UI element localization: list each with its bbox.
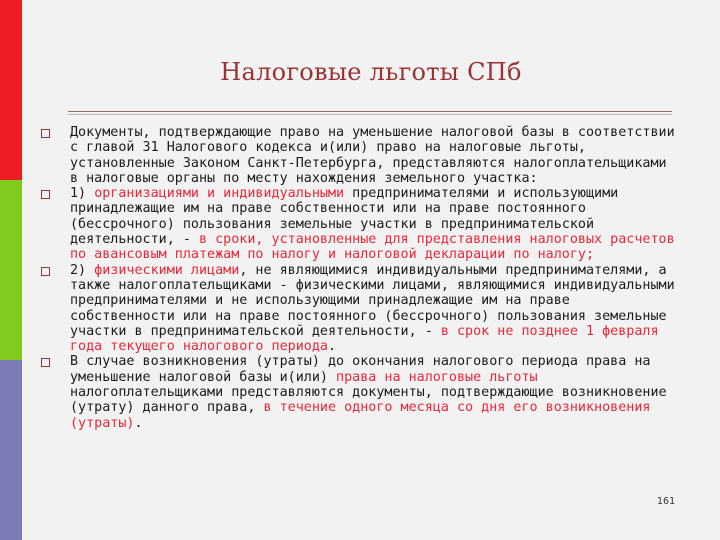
bullet-item-3 — [70, 263, 676, 355]
highlight-text: права на налоговые льготы — [336, 369, 538, 385]
page-number: 161 — [657, 496, 676, 507]
highlight-text: в срок не позднее 1 февраля года текущего налогового периода — [70, 323, 659, 355]
highlight-text: в течение одного месяца со дня его возникновения (утраты) — [70, 400, 651, 431]
square-bullet-icon — [41, 129, 50, 138]
stripe-middle — [0, 180, 22, 360]
highlight-text: физическими лицами — [94, 262, 240, 278]
title-underline — [68, 111, 672, 112]
bullet-text: предпринимателями и использующими принадлежащие им на праве собственности или на праве постоянного (бессрочного) пользования земельные участки в предпринимательской деятельности, - — [70, 186, 619, 248]
square-bullet-icon — [41, 358, 50, 367]
slide-title: Налоговые льготы СПб — [220, 58, 522, 86]
bullet-item-4 — [70, 354, 676, 430]
bullet-text: , не являющимися индивидуальными предпринимателями, а также налогоплательщиками - физическими лицами, являющимися индивидуальными предпринимателями и не использующими принадлежащие им на праве собственности или на праве постоянного (бессрочного) пользования земельные участки в предпринимательской деятельности, - — [70, 262, 675, 339]
bullet-text: В случае возникновения (утраты) до окончания налогового периода права на уменьшение налоговой базы и(или) — [70, 354, 651, 385]
title-underline-shadow — [68, 114, 672, 115]
bullet-text: 2) — [70, 262, 95, 278]
highlight-text: в сроки, установленные для представления налоговых расчетов по авансовым платежам по налогу и налоговой декларации по налогу; — [70, 232, 675, 263]
bullet-text: . — [327, 339, 337, 355]
stripe-top — [0, 0, 22, 180]
slide-body — [70, 125, 676, 431]
bullet-text: Документы, подтверждающие право на уменьшение налоговой базы в соответствии с главой 31 Налогового кодекса и(или) право на налоговые льготы, установленные Законом Санкт-Петербурга, представляются налогоплательщиками в налоговые органы по месту нахождения земельного участка: — [70, 125, 675, 186]
bullet-text: 1) — [70, 186, 95, 202]
bullet-text: . — [134, 415, 143, 431]
bullet-item-1 — [70, 125, 676, 186]
highlight-text: организациями и индивидуальными — [94, 186, 345, 202]
bullet-item-2 — [70, 186, 676, 262]
stripe-bottom — [0, 360, 22, 540]
bullet-text: налогоплательщиками представляются документы, подтверждающие возникновение (утрату) данного права, — [70, 385, 667, 416]
square-bullet-icon — [41, 267, 50, 276]
square-bullet-icon — [41, 190, 50, 199]
